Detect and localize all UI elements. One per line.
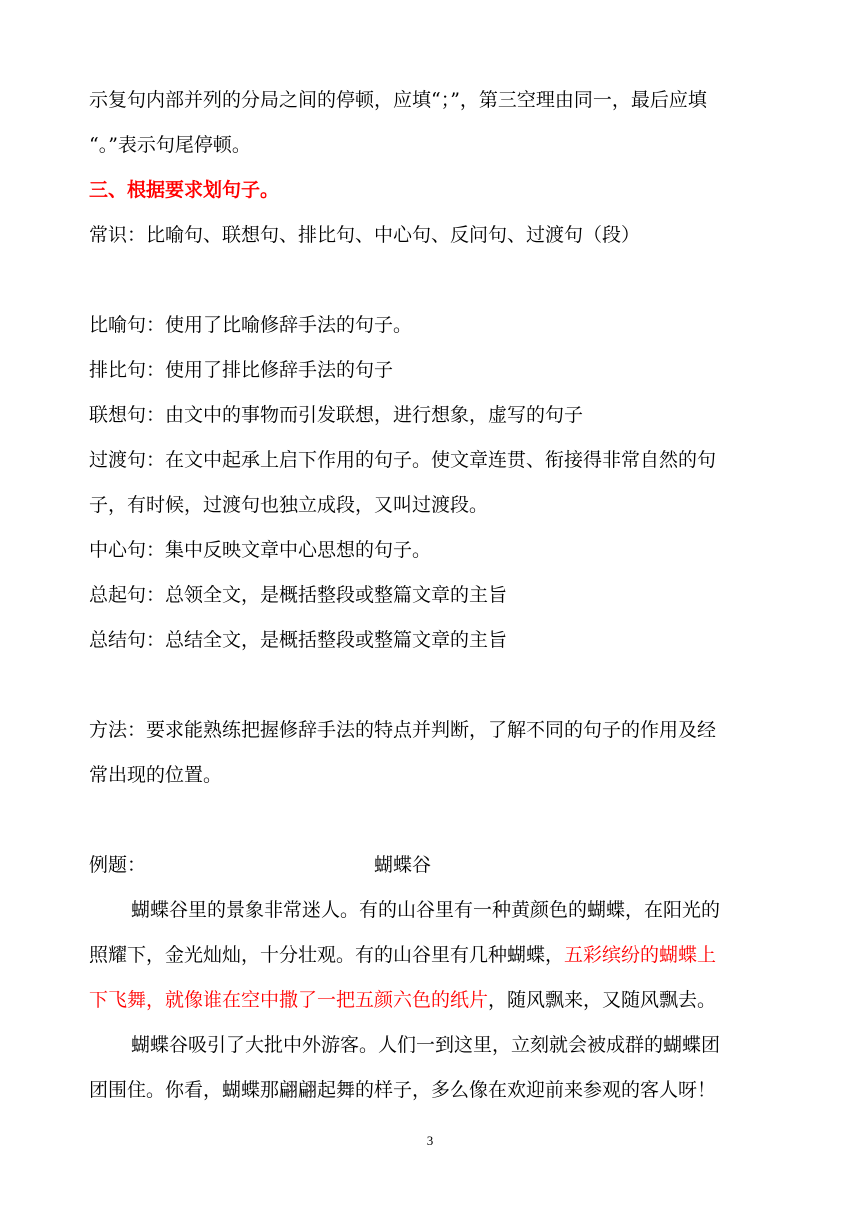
definition-simile: 比喻句：使用了比喻修辞手法的句子。 — [89, 314, 413, 336]
highlighted-simile-start: 五彩缤纷的蝴蝶上 — [564, 944, 717, 966]
example-paragraph-1-line-3 — [89, 989, 716, 1011]
method-line-2: 常出现的位置。 — [89, 764, 223, 786]
definition-transition-line-1: 过渡句：在文中起承上启下作用的句子。使文章连贯、衔接得非常自然的句 — [89, 449, 717, 471]
highlighted-simile-end: 下飞舞，就像谁在空中撒了一把五颜六色的纸片 — [89, 989, 489, 1011]
example-paragraph-2-line-2: 团围住。你看，蝴蝶那翩翩起舞的样子，多么像在欢迎前来参观的客人呀！ — [89, 1079, 717, 1101]
definition-opening: 总起句：总领全文，是概括整段或整篇文章的主旨 — [89, 584, 508, 606]
intro-line-2: “。”表示句尾停顿。 — [89, 134, 251, 156]
section-heading: 三、根据要求划句子。 — [89, 179, 280, 201]
definition-concluding: 总结句：总结全文，是概括整段或整篇文章的主旨 — [89, 629, 508, 651]
definition-transition-line-2: 子，有时候，过渡句也独立成段，又叫过渡段。 — [89, 494, 489, 516]
definition-association: 联想句：由文中的事物而引发联想，进行想象，虚写的句子 — [89, 404, 584, 426]
example-paragraph-1-line-3-text: ，随风飘来，又随风飘去。 — [488, 989, 717, 1011]
example-paragraph-1-line-2 — [89, 944, 716, 966]
example-paragraph-1-line-1: 蝴蝶谷里的景象非常迷人。有的山谷里有一种黄颜色的蝴蝶，在阳光的 — [131, 899, 721, 921]
example-paragraph-1-line-2-text: 照耀下，金光灿灿，十分壮观。有的山谷里有几种蝴蝶， — [89, 944, 565, 966]
example-label: 例题： — [89, 854, 147, 876]
example-title: 蝴蝶谷 — [374, 854, 432, 876]
page-number: 3 — [426, 1133, 434, 1148]
common-sense-line: 常识：比喻句、联想句、排比句、中心句、反问句、过渡句（段） — [89, 224, 641, 246]
definition-central: 中心句：集中反映文章中心思想的句子。 — [89, 539, 432, 561]
method-line-1: 方法：要求能熟练把握修辞手法的特点并判断，了解不同的句子的作用及经 — [89, 719, 717, 741]
definition-parallelism: 排比句：使用了排比修辞手法的句子 — [89, 359, 394, 381]
intro-line-1: 示复句内部并列的分局之间的停顿，应填“；”，第三空理由同一，最后应填 — [89, 89, 707, 111]
example-paragraph-2-line-1: 蝴蝶谷吸引了大批中外游客。人们一到这里，立刻就会被成群的蝴蝶团 — [131, 1034, 721, 1056]
